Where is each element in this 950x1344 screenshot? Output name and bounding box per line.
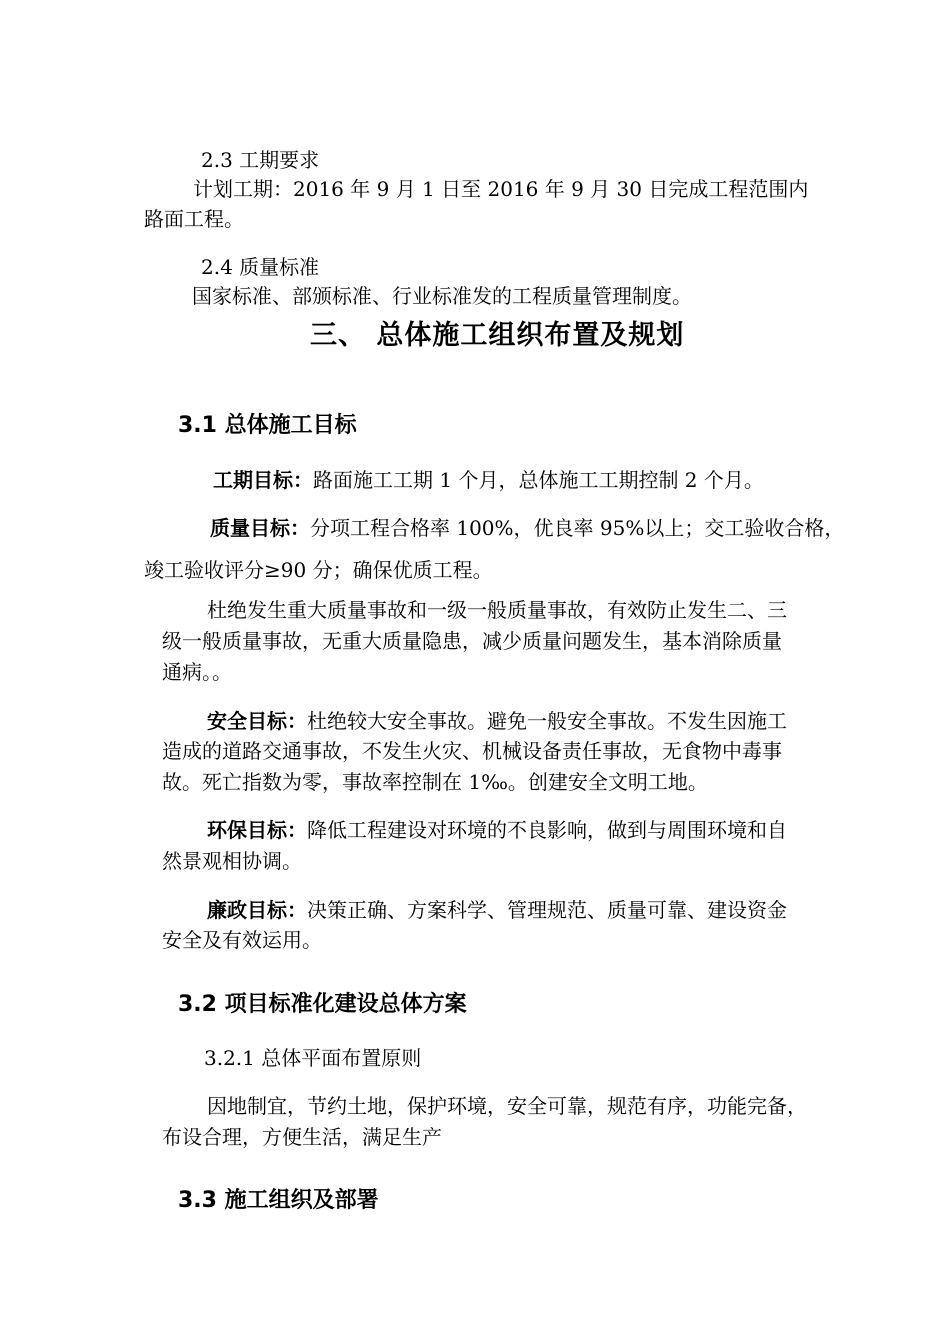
- section-3-2-1-line-1: 因地制宜，节约土地，保护环境，安全可靠，规范有序，功能完备，: [207, 1094, 807, 1118]
- safety-goal-line-3: 故。死亡指数为零，事故率控制在 1‰。创建安全文明工地。: [162, 770, 708, 794]
- section-3-2-1-line-2: 布设合理，方便生活，满足生产: [162, 1125, 442, 1149]
- schedule-goal-line: [213, 470, 764, 490]
- safety-goal-line-2: 造成的道路交通事故，不发生火灾、机械设备责任事故，无食物中毒事: [162, 739, 782, 763]
- safety-goal-line-1: [207, 711, 787, 731]
- section-2-3-heading: 2.3 工期要求: [201, 148, 320, 172]
- section-3-1-heading: 3.1 总体施工目标: [178, 413, 357, 438]
- quality-goal-label: 质量目标：: [210, 516, 310, 540]
- integrity-goal-text: 决策正确、方案科学、管理规范、质量可靠、建设资金: [307, 898, 787, 922]
- environment-goal-line-2: 然景观相协调。: [162, 849, 302, 873]
- quality-extra-line-1: 杜绝发生重大质量事故和一级一般质量事故，有效防止发生二、三: [207, 598, 787, 622]
- schedule-goal-label: 工期目标：: [213, 468, 313, 492]
- environment-goal-line-1: [207, 820, 787, 840]
- safety-goal-label: 安全目标：: [207, 709, 307, 733]
- chapter-3-title: 三、 总体施工组织布置及规划: [310, 320, 685, 351]
- section-2-3-line-2: 路面工程。: [144, 207, 244, 231]
- quality-extra-line-3: 通病。。: [162, 660, 232, 684]
- section-2-4-line-1: 国家标准、部颁标准、行业标准发的工程质量管理制度。: [192, 284, 692, 308]
- safety-goal-text: 杜绝较大安全事故。避免一般安全事故。不发生因施工: [307, 709, 787, 733]
- integrity-goal-label: 廉政目标：: [207, 898, 307, 922]
- section-3-2-1-heading: 3.2.1 总体平面布置原则: [204, 1046, 422, 1070]
- environment-goal-label: 环保目标：: [207, 818, 307, 842]
- quality-extra-line-2: 级一般质量事故，无重大质量隐患，减少质量问题发生，基本消除质量: [162, 629, 782, 653]
- integrity-goal-line-2: 安全及有效运用。: [162, 928, 322, 952]
- integrity-goal-line-1: [207, 900, 787, 920]
- section-3-2-heading: 3.2 项目标准化建设总体方案: [178, 992, 467, 1017]
- section-3-3-heading: 3.3 施工组织及部署: [178, 1188, 379, 1213]
- environment-goal-text: 降低工程建设对环境的不良影响，做到与周围环境和自: [307, 818, 787, 842]
- section-2-3-line-1: 计划工期：2016 年 9 月 1 日至 2016 年 9 月 30 日完成工程范围内: [193, 177, 809, 201]
- quality-goal-line-1: [210, 518, 844, 538]
- section-2-4-heading: 2.4 质量标准: [201, 255, 320, 279]
- quality-goal-text: 分项工程合格率 100%，优良率 95%以上；交工验收合格，: [310, 516, 845, 540]
- schedule-goal-text: 路面施工工期 1 个月，总体施工工期控制 2 个月。: [313, 468, 764, 492]
- quality-goal-line-2: 竣工验收评分≥90 分；确保优质工程。: [144, 558, 493, 582]
